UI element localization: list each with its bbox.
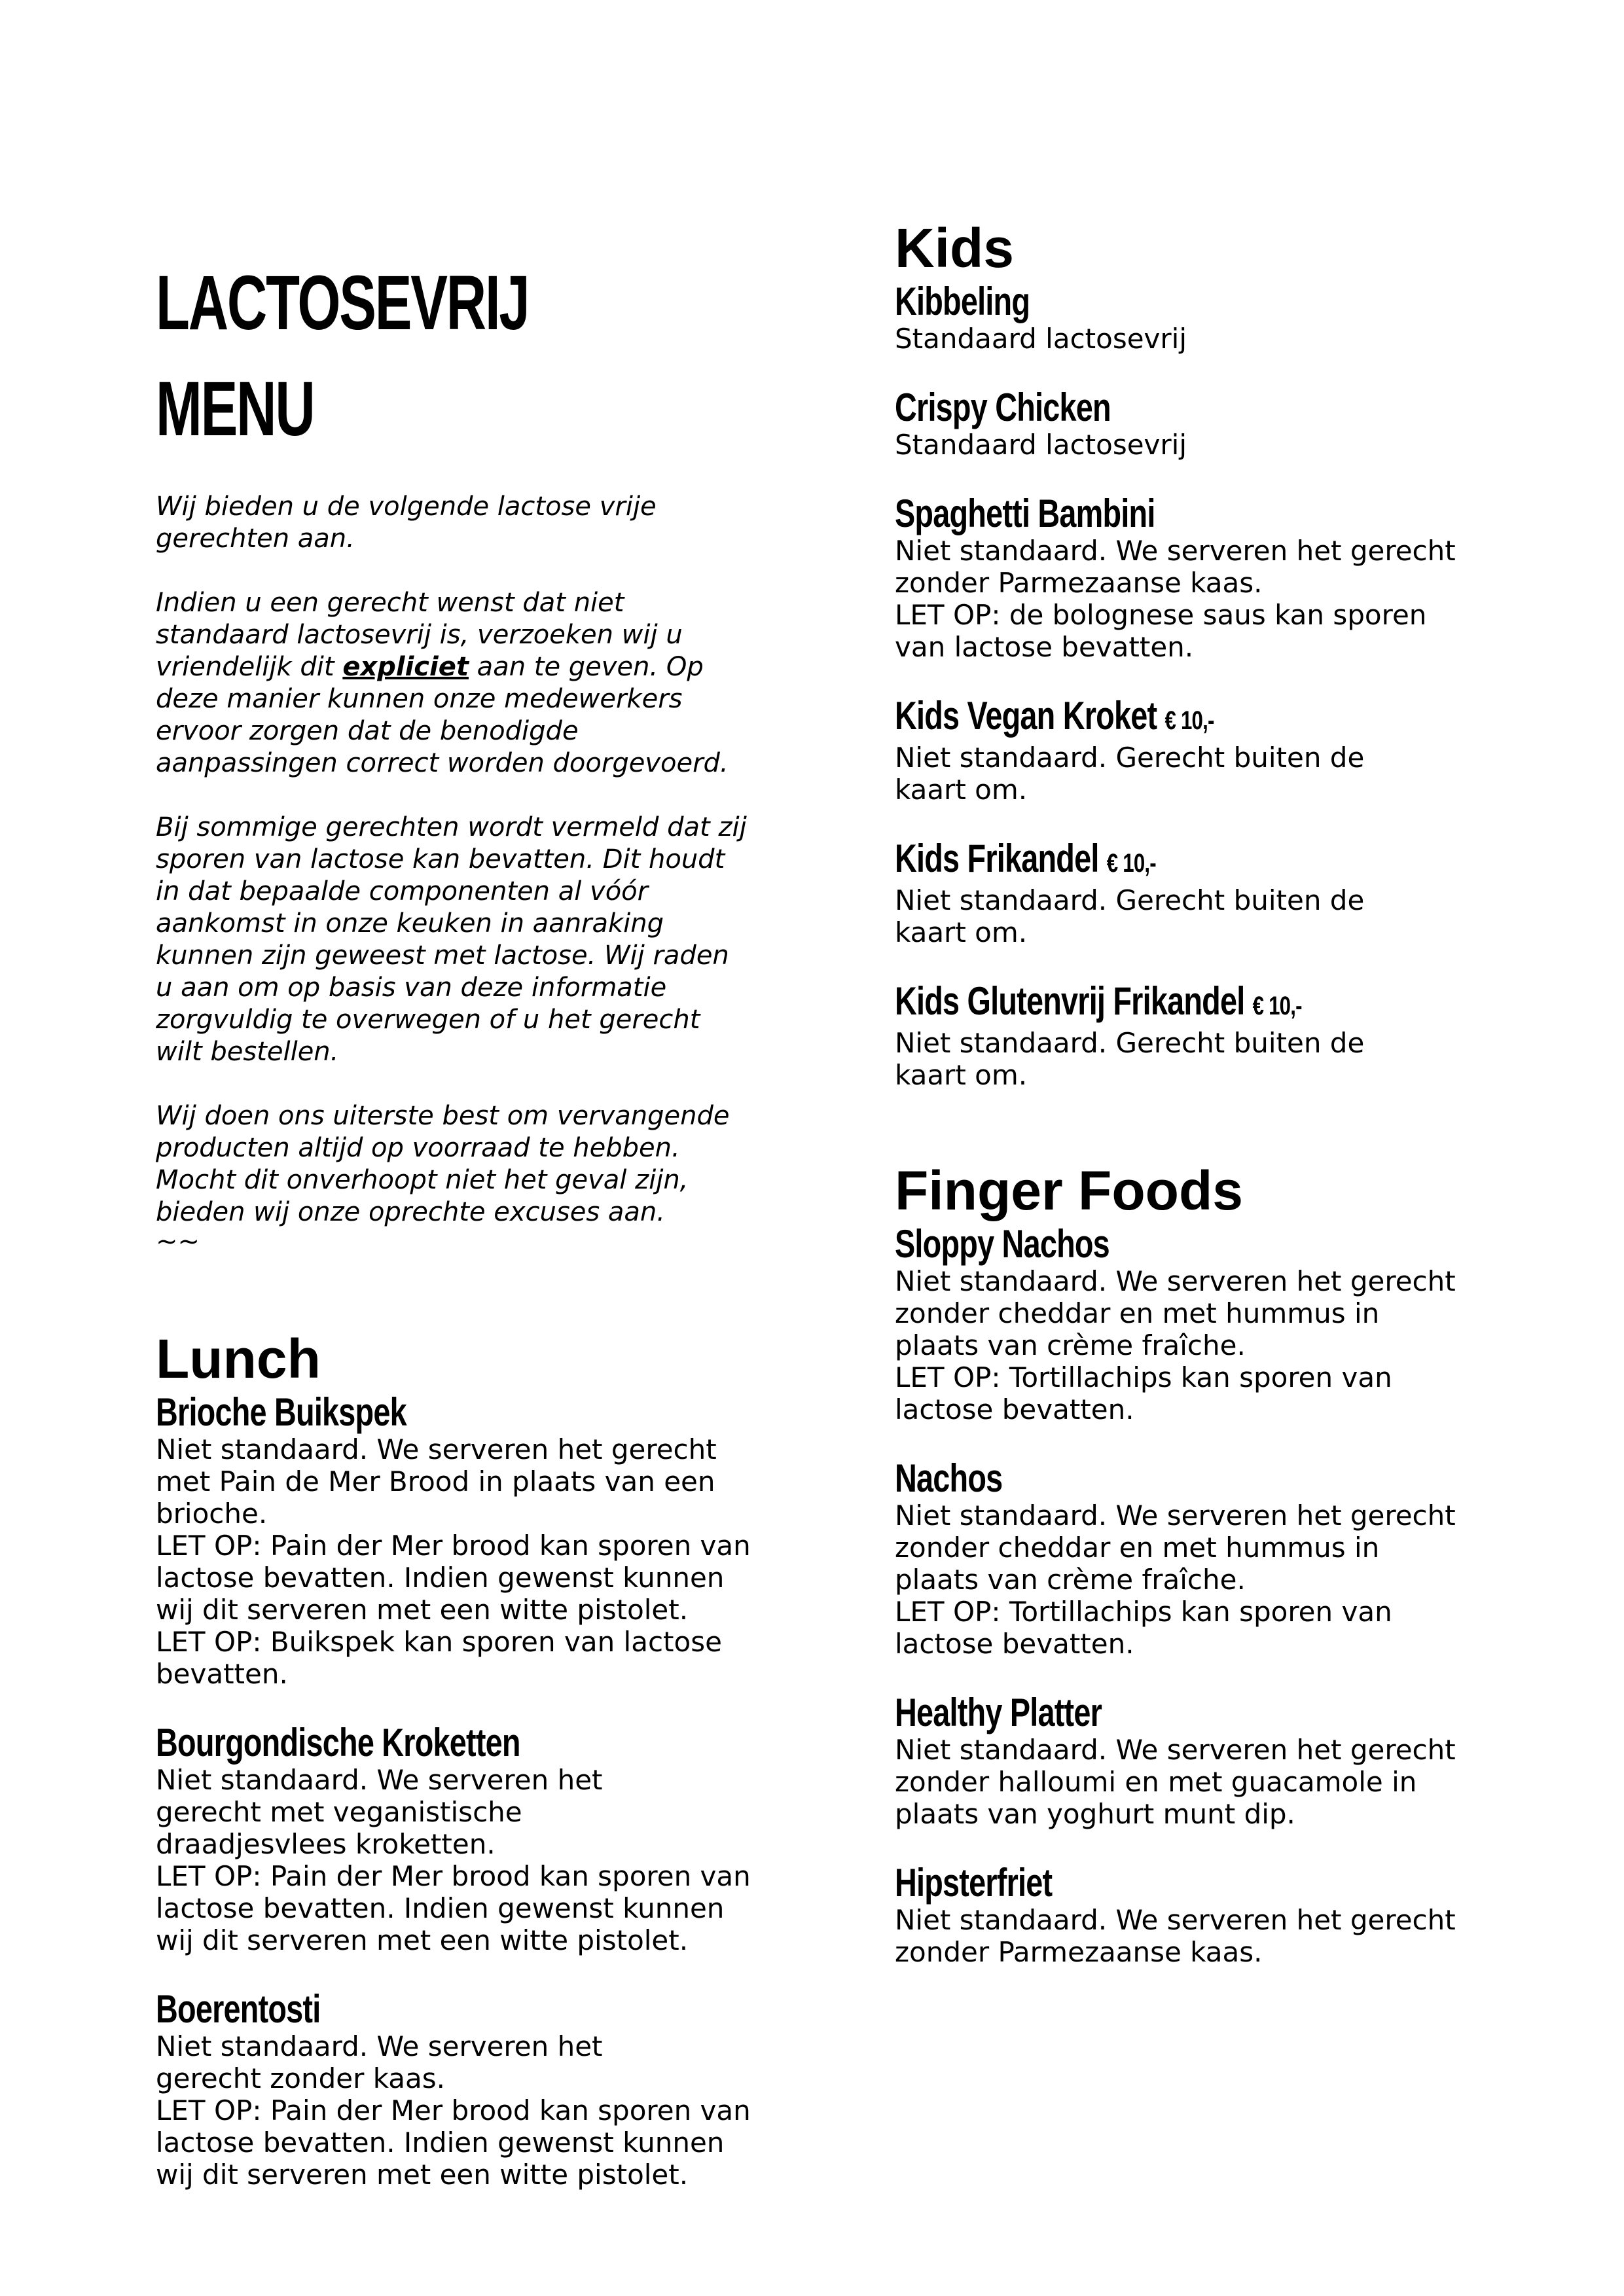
menu-item <box>895 1223 1549 1426</box>
menu-item-name: Boerentosti <box>156 1987 321 2031</box>
intro-paragraph-2 <box>156 587 784 780</box>
menu-item-description: Niet standaard. Gerecht buiten de kaart om. <box>895 1027 1365 1091</box>
menu-item-name <box>895 387 1405 429</box>
menu-item-name: Healthy Platter <box>895 1691 1102 1734</box>
menu-item-description: Niet standaard. Gerecht buiten de kaart om. <box>895 742 1365 806</box>
menu-item <box>895 493 1549 663</box>
menu-item-name-text: Spaghetti Bambini <box>895 492 1155 535</box>
menu-item-name: Nachos <box>895 1456 1003 1500</box>
intro-emphasis: expliciet <box>342 652 469 682</box>
menu-item-name: Sloppy Nachos <box>895 1222 1110 1266</box>
menu-item-price: € 10,- <box>1164 706 1214 735</box>
menu-item <box>895 281 1549 355</box>
menu-item-name <box>895 695 1405 742</box>
menu-item <box>895 695 1549 806</box>
intro-paragraph-4: Wij doen ons uiterste best om vervangende producten altijd op voorraad te hebben. Mocht dit onverhoopt niet het geval zijn, bieden wij onze oprechte excuses aan. <box>156 1101 730 1227</box>
menu-item-description: Niet standaard. We serveren het gerecht met Pain de Mer Brood in plaats van een brioche. LET OP: Pain der Mer brood kan sporen van lactose bevatten. Indien gewenst kunnen wij dit serveren met een witte pistolet. LET OP: Buikspek kan sporen van lactose bevatten. <box>156 1433 751 1690</box>
menu-item-description: Niet standaard. We serveren het gerecht zonder kaas. LET OP: Pain der Mer brood kan sporen van lactose bevatten. Indien gewenst kunnen wij dit serveren met een witte pistolet. <box>156 2030 751 2191</box>
menu-item-name <box>895 281 1405 323</box>
menu-item-description: Niet standaard. Gerecht buiten de kaart om. <box>895 884 1365 948</box>
intro-paragraph-2-before: Indien u een gerecht wenst dat niet standaard lactosevrij is, verzoeken wij u vriendelijk dit <box>156 588 683 682</box>
intro-text <box>156 491 784 1287</box>
menu-item-description: Niet standaard. We serveren het gerecht met veganistische draadjesvlees kroketten. LET OP: Pain der Mer brood kan sporen van lactose bevatten. Indien gewenst kunnen wij dit serveren met een witte pistolet. <box>156 1764 751 1956</box>
menu-item <box>156 1391 810 1690</box>
lunch-section <box>156 1329 810 2223</box>
menu-item-description: Standaard lactosevrij <box>895 323 1187 355</box>
finger-foods-section-title: Finger Foods <box>895 1160 1243 1221</box>
menu-item <box>895 1692 1549 1830</box>
menu-item-name-text: Kibbeling <box>895 279 1030 323</box>
menu-item-description: Niet standaard. We serveren het gerecht zonder cheddar en met hummus in plaats van crème fraîche. LET OP: Tortillachips kan sporen van lactose bevatten. <box>895 1265 1456 1426</box>
menu-title <box>156 250 580 462</box>
menu-item-name-text: Kids Frikandel <box>895 836 1099 880</box>
intro-paragraph-1: Wij bieden u de volgende lactose vrije gerechten aan. <box>156 492 657 554</box>
menu-item <box>895 838 1549 948</box>
menu-item-description: Niet standaard. We serveren het gerecht zonder Parmezaanse kaas. LET OP: de bolognese saus kan sporen van lactose bevatten. <box>895 535 1456 663</box>
menu-item <box>895 1862 1549 1968</box>
menu-item <box>895 1458 1549 1660</box>
menu-item <box>156 1988 810 2191</box>
menu-item-description: Standaard lactosevrij <box>895 429 1187 461</box>
menu-item <box>895 980 1549 1091</box>
menu-item-description: Niet standaard. We serveren het gerecht zonder cheddar en met hummus in plaats van crème fraîche. LET OP: Tortillachips kan sporen van lactose bevatten. <box>895 1499 1456 1660</box>
menu-item-description: Niet standaard. We serveren het gerecht zonder Parmezaanse kaas. <box>895 1904 1456 1968</box>
kids-section-title: Kids <box>895 217 1015 279</box>
intro-paragraph-3: Bij sommige gerechten wordt vermeld dat zij sporen van lactose kan bevatten. Dit houdt in dat bepaalde componenten al vóór aankomst in onze keuken in aanraking kunnen zijn geweest met lactose. Wij raden u aan om op basis van deze informatie zorgvuldig te overwegen of u het gerecht wilt bestellen. <box>156 812 747 1067</box>
menu-item-name-text: Kids Glutenvrij Frikandel <box>895 979 1245 1023</box>
menu-item-name: Brioche Buikspek <box>156 1390 406 1434</box>
kids-section <box>895 218 1549 1123</box>
menu-item-description: Niet standaard. We serveren het gerecht zonder halloumi en met guacamole in plaats van yoghurt munt dip. <box>895 1734 1456 1830</box>
menu-item <box>895 387 1549 461</box>
menu-item-price: € 10,- <box>1252 992 1302 1020</box>
menu-item-name <box>895 493 1405 535</box>
menu-item-name: Bourgondische Kroketten <box>156 1721 520 1765</box>
menu-item-name-text: Kids Vegan Kroket <box>895 694 1157 738</box>
intro-tilde: ~~ <box>156 1227 200 1257</box>
finger-foods-section <box>895 1160 1549 2000</box>
menu-item-name <box>895 838 1405 884</box>
menu-title-line-2: MENU <box>156 366 314 452</box>
menu-item-name <box>895 980 1405 1027</box>
menu-item-name-text: Crispy Chicken <box>895 386 1111 429</box>
menu-item-name: Hipsterfriet <box>895 1861 1053 1905</box>
lunch-section-title: Lunch <box>156 1328 321 1390</box>
menu-item <box>156 1722 810 1956</box>
intro-paragraph-2-after: aan te geven. Op deze manier kunnen onze medewerkers ervoor zorgen dat de benodigde aanpassingen correct worden doorgevoerd. <box>156 652 729 778</box>
menu-item-price: € 10,- <box>1106 849 1156 878</box>
menu-title-line-1: LACTOSEVRIJ <box>156 260 529 346</box>
